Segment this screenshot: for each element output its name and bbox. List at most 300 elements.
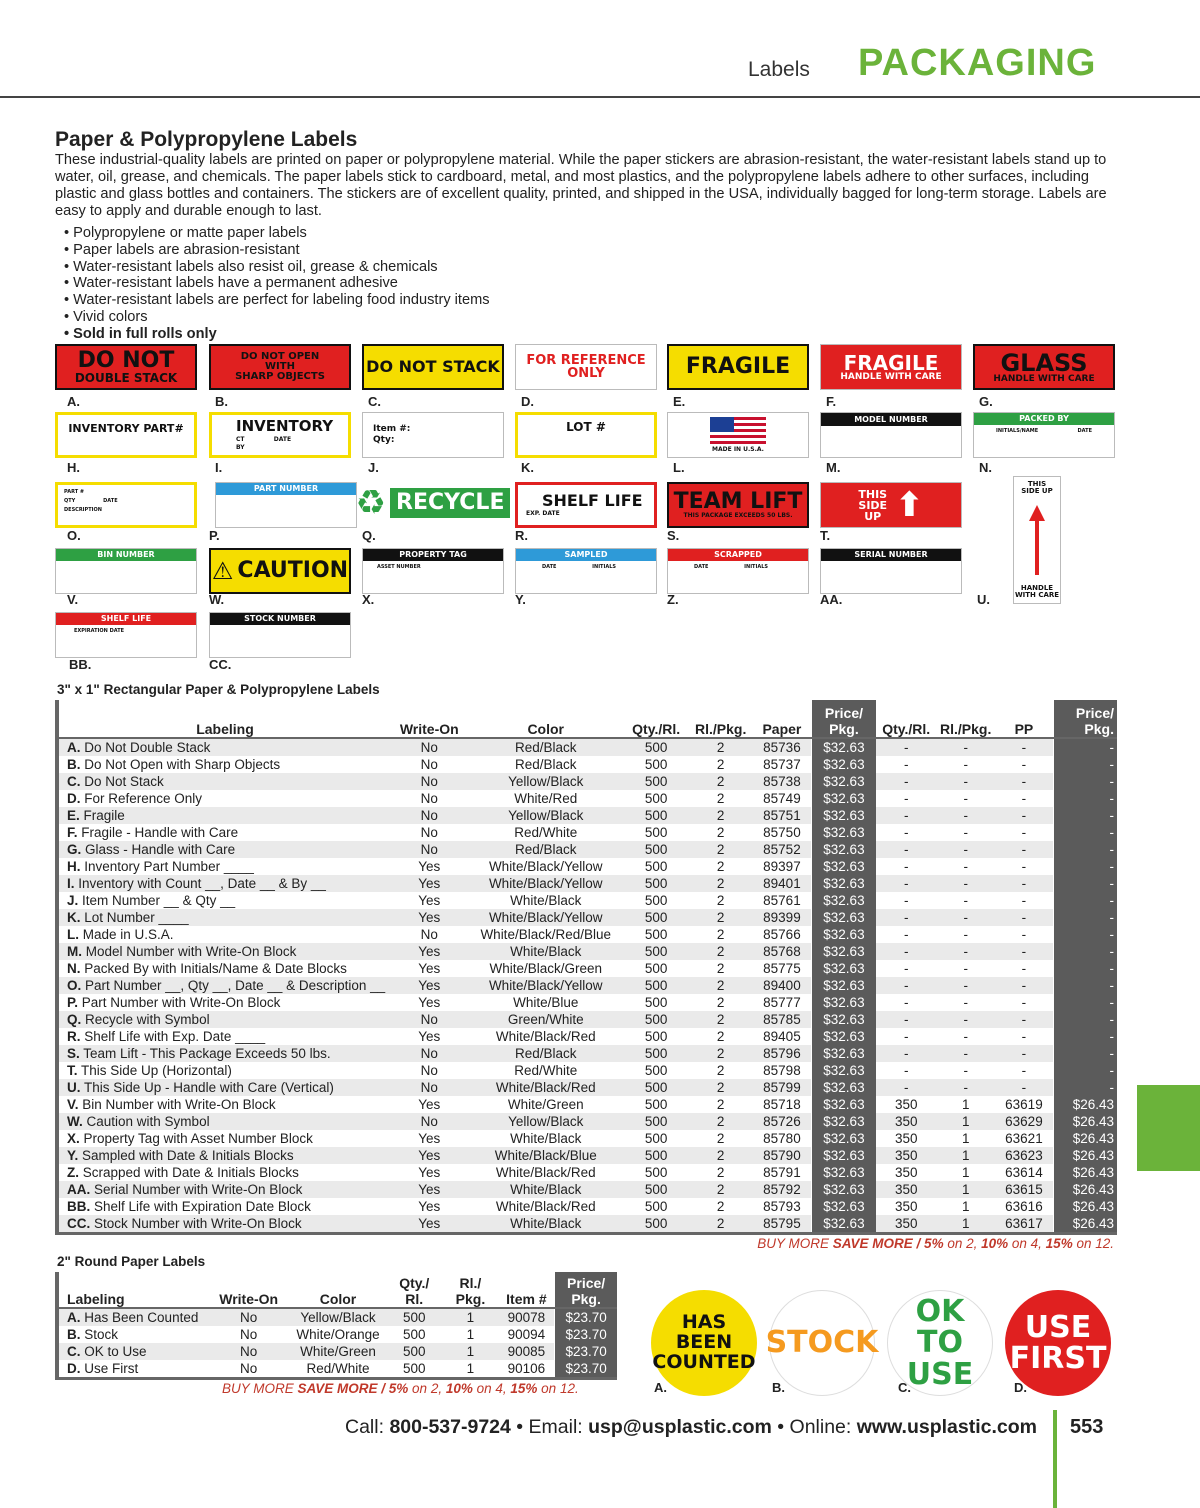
cell-rl-pkg-pp: - [963, 1046, 968, 1061]
cell-rl-pkg-pp: 1 [961, 1216, 970, 1231]
round-sample-b-letter: B. [772, 1380, 785, 1395]
cell-rl-pkg: 2 [716, 1148, 725, 1163]
cell-labeling [57, 1326, 208, 1343]
cell-write-on: No [240, 1361, 258, 1376]
sample-e-letter: E. [673, 394, 686, 409]
cell-color: White/Green [507, 1097, 584, 1112]
page-number: 553 [1070, 1416, 1104, 1438]
sample-k: LOT # [515, 412, 657, 458]
cell-price-pp: - [1053, 1011, 1117, 1028]
cell-qty-pp: - [903, 995, 909, 1010]
sample-l: MADE IN U.S.A. [667, 412, 809, 458]
row-letter: U. [67, 1080, 81, 1095]
cell-write-on: Yes [418, 944, 441, 959]
cell-price-pp: - [1053, 824, 1117, 841]
cell-pp-item: 63621 [1005, 1131, 1043, 1146]
cell-price: $32.63 [811, 1130, 876, 1147]
sample-q: ♻ RECYCLE [362, 480, 504, 526]
row-label: Team Lift - This Package Exceeds 50 lbs. [83, 1046, 331, 1061]
cell-rl-pkg-pp: - [963, 1080, 968, 1095]
cell-qty-pp: 350 [894, 1148, 918, 1163]
cell-qty: 500 [644, 978, 668, 993]
cell-rl-pkg-pp: 1 [961, 1114, 970, 1129]
table-row [57, 738, 1117, 756]
cell-qty: 500 [644, 1182, 668, 1197]
cell-rl-pkg-pp: - [963, 927, 968, 942]
cell-price-pp: $26.43 [1053, 1164, 1117, 1181]
cell-paper-item: 85792 [763, 1182, 801, 1197]
cell-pp-item: - [1021, 1012, 1027, 1027]
cell-qty: 500 [644, 791, 668, 806]
recycle-icon: ♻ [355, 483, 387, 523]
sample-z-letter: Z. [667, 592, 679, 607]
phone-number[interactable]: 800-537-9724 [389, 1416, 511, 1438]
cell-item: 90094 [507, 1327, 546, 1342]
cell-rl-pkg: 2 [716, 1097, 725, 1112]
cell-price: $32.63 [811, 807, 876, 824]
row-letter: Y. [67, 1148, 79, 1163]
sample-v-letter: V. [67, 592, 79, 607]
row-label: Property Tag with Asset Number Block [83, 1131, 313, 1146]
us-flag-icon [710, 417, 766, 447]
sample-s: TEAM LIFT THIS PACKAGE EXCEEDS 50 LBS. [667, 482, 809, 528]
cell-labeling [57, 1360, 208, 1379]
sample-cc [209, 612, 351, 658]
cell-paper-item: 85737 [763, 757, 801, 772]
sample-u: THIS SIDE UP HANDLE WITH CARE [1013, 476, 1061, 604]
row-letter: W. [67, 1114, 83, 1129]
cell-paper-item: 85796 [763, 1046, 801, 1061]
col-price: Price/ Pkg. [555, 1272, 617, 1308]
cell-rl-pkg: 2 [716, 1199, 725, 1214]
cell-qty: 500 [644, 825, 668, 840]
cell-labeling [57, 1215, 391, 1234]
cell-qty-pp: - [903, 1063, 909, 1078]
cell-labeling [57, 1096, 391, 1113]
cell-rl-pkg: 2 [716, 1131, 725, 1146]
cell-qty: 500 [644, 1063, 668, 1078]
cell-write-on: Yes [418, 995, 441, 1010]
cell-qty-pp: - [903, 944, 909, 959]
cell-rl-pkg: 2 [716, 1080, 725, 1095]
cell-rl-pkg-pp: - [963, 791, 968, 806]
sample-n-field: DATE [1077, 428, 1092, 434]
cell-paper-item: 85751 [763, 808, 801, 823]
cell-color: Red/White [514, 1063, 578, 1078]
sample-y-field: INITIALS [592, 564, 616, 570]
sample-cc-letter: CC. [209, 657, 232, 672]
cell-qty-pp: - [903, 927, 909, 942]
footer-contact: Call: 800-537-9724 • Email: usp@usplastic.com • Online: www.usplastic.com [345, 1416, 1037, 1438]
row-letter: B. [67, 757, 81, 772]
col-qty-pp: Qty./Rl. [876, 700, 937, 738]
cell-color: White/Black/Red/Blue [480, 927, 611, 942]
cell-write-on: Yes [418, 978, 441, 993]
row-label: Part Number with Write-On Block [81, 995, 281, 1010]
cell-write-on: No [420, 1012, 438, 1027]
cell-rl-pkg: 2 [716, 791, 725, 806]
email-link[interactable]: usp@usplastic.com [588, 1416, 772, 1438]
row-label: Bin Number with Write-On Block [82, 1097, 276, 1112]
cell-pp-item: 63617 [1005, 1216, 1043, 1231]
cell-pp-item: - [1021, 927, 1027, 942]
row-label: Glass - Handle with Care [85, 842, 236, 857]
cell-rl-pkg: 2 [716, 1182, 725, 1197]
cell-qty-pp: 350 [894, 1216, 918, 1231]
sample-s-letter: S. [667, 528, 680, 543]
row-letter: O. [67, 978, 82, 993]
cell-rl-pkg: 2 [716, 774, 725, 789]
row-label: Model Number with Write-On Block [85, 944, 297, 959]
row-letter: M. [67, 944, 82, 959]
cell-qty-pp: 350 [894, 1165, 918, 1180]
cell-qty: 500 [644, 842, 668, 857]
feature-item: • Polypropylene or matte paper labels [64, 225, 490, 242]
cell-qty: 500 [402, 1327, 426, 1342]
cell-qty-pp: - [903, 757, 909, 772]
cell-price: $32.63 [811, 1062, 876, 1079]
row-label: Do Not Stack [84, 774, 164, 789]
table-row [57, 1215, 1117, 1234]
cell-item: 90085 [507, 1344, 546, 1359]
cell-rl-pkg: 2 [716, 961, 725, 976]
cell-color: White/Black [510, 1216, 582, 1231]
cell-price: $32.63 [811, 1096, 876, 1113]
cell-labeling [57, 1130, 391, 1147]
cell-price: $32.63 [811, 875, 876, 892]
cell-rl-pkg-pp: - [963, 757, 968, 772]
cell-color: White/Black/Yellow [488, 876, 603, 891]
row-label: Shelf Life with Expiration Date Block [94, 1199, 311, 1214]
sample-bb-letter: BB. [69, 657, 92, 672]
feature-item: • Sold in full rolls only [64, 326, 490, 343]
cell-price: $32.63 [811, 926, 876, 943]
cell-color: White/Black/Red [495, 1165, 596, 1180]
sample-r: SHELF LIFE EXP. DATE [515, 482, 657, 528]
cell-color: Red/Black [514, 757, 577, 772]
cell-price-pp: - [1053, 926, 1117, 943]
cell-price: $32.63 [811, 1045, 876, 1062]
cell-pp-item: - [1021, 1063, 1027, 1078]
cell-color: White/Black [510, 944, 582, 959]
sample-z [667, 548, 809, 594]
cell-color: White/Black [510, 893, 582, 908]
cell-price-pp: - [1053, 756, 1117, 773]
table-row [57, 1062, 1117, 1079]
cell-price-pp: $26.43 [1053, 1198, 1117, 1215]
sample-e: FRAGILE [667, 344, 809, 390]
sample-c-letter: C. [368, 394, 381, 409]
table-row [57, 943, 1117, 960]
cell-price: $32.63 [811, 1215, 876, 1234]
cell-price-pp: - [1053, 909, 1117, 926]
cell-pp-item: - [1021, 893, 1027, 908]
cell-pp-item: 63619 [1005, 1097, 1043, 1112]
cell-pp-item: - [1021, 842, 1027, 857]
table1-body [57, 738, 1117, 1234]
cell-paper-item: 85790 [763, 1148, 801, 1163]
sample-w: ⚠ CAUTION [209, 548, 351, 594]
sample-u-letter: U. [977, 592, 990, 607]
label-samples [55, 344, 1120, 674]
col-write-on: Write-On [208, 1272, 290, 1308]
cell-qty-pp: - [903, 1029, 909, 1044]
cell-rl-pkg: 2 [716, 1063, 725, 1078]
cell-price: $32.63 [811, 858, 876, 875]
cell-rl-pkg-pp: 1 [961, 1182, 970, 1197]
col-labeling: Labeling [57, 1272, 208, 1308]
col-color: Color [290, 1272, 386, 1308]
col-price: Price/ Pkg. [811, 700, 876, 738]
cell-rl-pkg: 2 [716, 978, 725, 993]
cell-price-pp: - [1053, 790, 1117, 807]
cell-qty: 500 [644, 1114, 668, 1129]
cell-rl-pkg: 2 [716, 995, 725, 1010]
table-row [57, 994, 1117, 1011]
row-label: Made in U.S.A. [82, 927, 174, 942]
cell-rl-pkg: 2 [716, 842, 725, 857]
cell-color: White/Black [510, 1182, 582, 1197]
sample-p [215, 482, 357, 528]
sample-z-field: DATE [694, 564, 709, 570]
cell-pp-item: 63614 [1005, 1165, 1043, 1180]
cell-price: $32.63 [811, 943, 876, 960]
cell-rl-pkg: 2 [716, 1029, 725, 1044]
cell-rl-pkg-pp: - [963, 774, 968, 789]
cell-price-pp: - [1053, 807, 1117, 824]
col-rl-pkg: Rl./Pkg. [688, 700, 753, 738]
row-letter: CC. [67, 1216, 91, 1231]
cell-price: $23.70 [555, 1326, 617, 1343]
section-tab [1137, 1085, 1200, 1171]
cell-labeling [57, 926, 391, 943]
table-row [57, 773, 1117, 790]
cell-pp-item: - [1021, 944, 1027, 959]
row-letter: J. [67, 893, 79, 908]
round-sample-a-letter: A. [654, 1380, 667, 1395]
col-price-pp: Price/ Pkg. [1053, 700, 1117, 738]
table1-header-row [57, 700, 1117, 738]
cell-price: $32.63 [811, 790, 876, 807]
row-label: Inventory with Count __, Date __ & By __ [78, 876, 326, 891]
cell-rl-pkg-pp: - [963, 1029, 968, 1044]
cell-paper-item: 85793 [763, 1199, 801, 1214]
sample-bb-band: SHELF LIFE [56, 613, 196, 625]
cell-price-pp: - [1053, 773, 1117, 790]
cell-price: $23.70 [555, 1360, 617, 1379]
cell-rl-pkg: 2 [716, 1165, 725, 1180]
cell-rl-pkg-pp: - [963, 995, 968, 1010]
cell-paper-item: 85736 [763, 740, 801, 755]
row-letter: B. [67, 1327, 81, 1342]
cell-rl-pkg: 1 [466, 1310, 475, 1325]
cell-price-pp: - [1053, 892, 1117, 909]
rectangular-labels-table [55, 700, 1117, 1235]
row-label: Caution with Symbol [86, 1114, 210, 1129]
cell-price-pp: - [1053, 841, 1117, 858]
cell-write-on: Yes [418, 1199, 441, 1214]
cell-pp-item: - [1021, 1029, 1027, 1044]
cell-rl-pkg: 2 [716, 927, 725, 942]
row-letter: S. [67, 1046, 80, 1061]
sample-y-letter: Y. [515, 592, 526, 607]
sample-v-band: BIN NUMBER [56, 549, 196, 561]
row-letter: V. [67, 1097, 79, 1112]
cell-rl-pkg-pp: - [963, 842, 968, 857]
cell-qty: 500 [644, 1199, 668, 1214]
cell-qty-pp: - [903, 825, 909, 840]
cell-price-pp: - [1053, 858, 1117, 875]
cell-qty: 500 [644, 1131, 668, 1146]
cell-price: $32.63 [811, 1164, 876, 1181]
cell-qty: 500 [644, 1046, 668, 1061]
cell-color: Yellow/Black [508, 808, 584, 823]
row-letter: A. [67, 740, 81, 755]
cell-color: Red/Black [514, 842, 577, 857]
row-letter: Z. [67, 1165, 79, 1180]
sample-p-band: PART NUMBER [216, 483, 356, 495]
table-row [57, 1343, 617, 1360]
sample-b: DO NOT OPEN WITH SHARP OBJECTS [209, 344, 351, 390]
sample-p-letter: P. [209, 528, 220, 543]
cell-write-on: No [420, 927, 438, 942]
sample-z-field: INITIALS [744, 564, 768, 570]
cell-labeling [57, 1198, 391, 1215]
section-title: Labels [748, 58, 810, 81]
col-qty: Qty./ Rl. [386, 1272, 442, 1308]
cell-paper-item: 85768 [763, 944, 801, 959]
sample-x-letter: X. [362, 592, 375, 607]
cell-qty: 500 [644, 995, 668, 1010]
cell-write-on: Yes [418, 1097, 441, 1112]
cell-color: White/Black/Red [495, 1199, 596, 1214]
cell-price-pp: $26.43 [1053, 1215, 1117, 1234]
row-label: Stock [84, 1327, 119, 1342]
col-item: Item # [499, 1272, 555, 1308]
sample-l-letter: L. [673, 460, 685, 475]
cell-paper-item: 85749 [763, 791, 801, 806]
cell-qty: 500 [644, 774, 668, 789]
cell-rl-pkg-pp: 1 [961, 1148, 970, 1163]
website-link[interactable]: www.usplastic.com [856, 1416, 1037, 1438]
cell-color: White/Black/Green [489, 961, 602, 976]
cell-rl-pkg: 1 [466, 1344, 475, 1359]
col-paper: Paper [753, 700, 811, 738]
col-labeling: Labeling [57, 700, 391, 738]
cell-rl-pkg: 2 [716, 1012, 725, 1027]
row-label: Shelf Life with Exp. Date ____ [84, 1029, 266, 1044]
cell-rl-pkg-pp: - [963, 893, 968, 908]
cell-pp-item: - [1021, 995, 1027, 1010]
cell-color: Yellow/Black [508, 1114, 584, 1129]
row-letter: L. [67, 927, 79, 942]
row-label: For Reference Only [84, 791, 203, 806]
cell-qty: 500 [644, 1029, 668, 1044]
cell-price: $32.63 [811, 1028, 876, 1045]
sample-aa-letter: AA. [820, 592, 843, 607]
cell-rl-pkg: 2 [716, 1216, 725, 1231]
table-row [57, 1113, 1117, 1130]
cell-pp-item: - [1021, 1046, 1027, 1061]
cell-color: White/Red [514, 791, 578, 806]
row-label: Packed By with Initials/Name & Date Blocks [84, 961, 347, 976]
row-label: Scrapped with Date & Initials Blocks [82, 1165, 299, 1180]
cell-price-pp: $26.43 [1053, 1130, 1117, 1147]
row-label: Use First [84, 1361, 139, 1376]
cell-price: $32.63 [811, 1147, 876, 1164]
sample-aa-band: SERIAL NUMBER [821, 549, 961, 561]
sample-m-band: MODEL NUMBER [821, 413, 961, 426]
cell-write-on: No [420, 740, 438, 755]
cell-rl-pkg: 2 [716, 1114, 725, 1129]
row-label: Inventory Part Number ____ [84, 859, 254, 874]
cell-color: Yellow/Black [508, 774, 584, 789]
cell-rl-pkg-pp: - [963, 910, 968, 925]
cell-qty: 500 [644, 893, 668, 908]
round-labels-table [55, 1272, 617, 1380]
cell-qty: 500 [644, 1097, 668, 1112]
cell-write-on: Yes [418, 1131, 441, 1146]
sample-g: GLASS HANDLE WITH CARE [973, 344, 1115, 390]
row-label: Recycle with Symbol [85, 1012, 210, 1027]
sample-c: DO NOT STACK [362, 344, 504, 390]
cell-write-on: No [420, 825, 438, 840]
row-letter: AA. [67, 1182, 91, 1197]
cell-rl-pkg: 2 [716, 1046, 725, 1061]
round-sample-d: USE FIRST [1005, 1290, 1111, 1396]
cell-labeling [57, 824, 391, 841]
row-label: Serial Number with Write-On Block [94, 1182, 303, 1197]
cell-color: White/Black/Yellow [488, 910, 603, 925]
cell-paper-item: 85791 [763, 1165, 801, 1180]
feature-item: • Water-resistant labels also resist oil, grease & chemicals [64, 259, 490, 276]
cell-paper-item: 85738 [763, 774, 801, 789]
sample-i-letter: I. [215, 460, 223, 475]
cell-rl-pkg-pp: - [963, 1063, 968, 1078]
cell-rl-pkg-pp: - [963, 859, 968, 874]
table-row [57, 1028, 1117, 1045]
sample-y-field: DATE [542, 564, 557, 570]
cell-qty: 500 [644, 1012, 668, 1027]
cell-color: White/Black/Red [495, 1029, 596, 1044]
cell-color: White/Black/Blue [494, 1148, 597, 1163]
cell-price-pp: - [1053, 738, 1117, 756]
cell-paper-item: 89401 [763, 876, 801, 891]
row-letter: C. [67, 774, 81, 789]
table-row [57, 892, 1117, 909]
cell-write-on: Yes [418, 961, 441, 976]
cell-labeling [57, 1343, 208, 1360]
cell-rl-pkg: 2 [716, 808, 725, 823]
cell-paper-item: 89399 [763, 910, 801, 925]
sample-t: THIS SIDE UP ⬆ [820, 482, 962, 528]
table1-title: 3" x 1" Rectangular Paper & Polypropylene Labels [57, 682, 380, 697]
cell-price-pp: - [1053, 875, 1117, 892]
cell-qty-pp: - [903, 978, 909, 993]
sample-i: INVENTORY CT DATE BY [209, 412, 351, 458]
cell-labeling [57, 841, 391, 858]
cell-rl-pkg: 2 [716, 757, 725, 772]
promo-note: BUY MORE SAVE MORE / 5% on 2, 10% on 4, 15% on 12. [222, 1381, 579, 1396]
cell-rl-pkg: 2 [716, 876, 725, 891]
sample-y-band: SAMPLED [516, 549, 656, 561]
row-letter: H. [67, 859, 81, 874]
cell-qty: 500 [644, 1216, 668, 1231]
cell-labeling [57, 892, 391, 909]
row-label: Lot Number ____ [84, 910, 189, 925]
cell-qty: 500 [644, 944, 668, 959]
cell-qty: 500 [402, 1361, 426, 1376]
